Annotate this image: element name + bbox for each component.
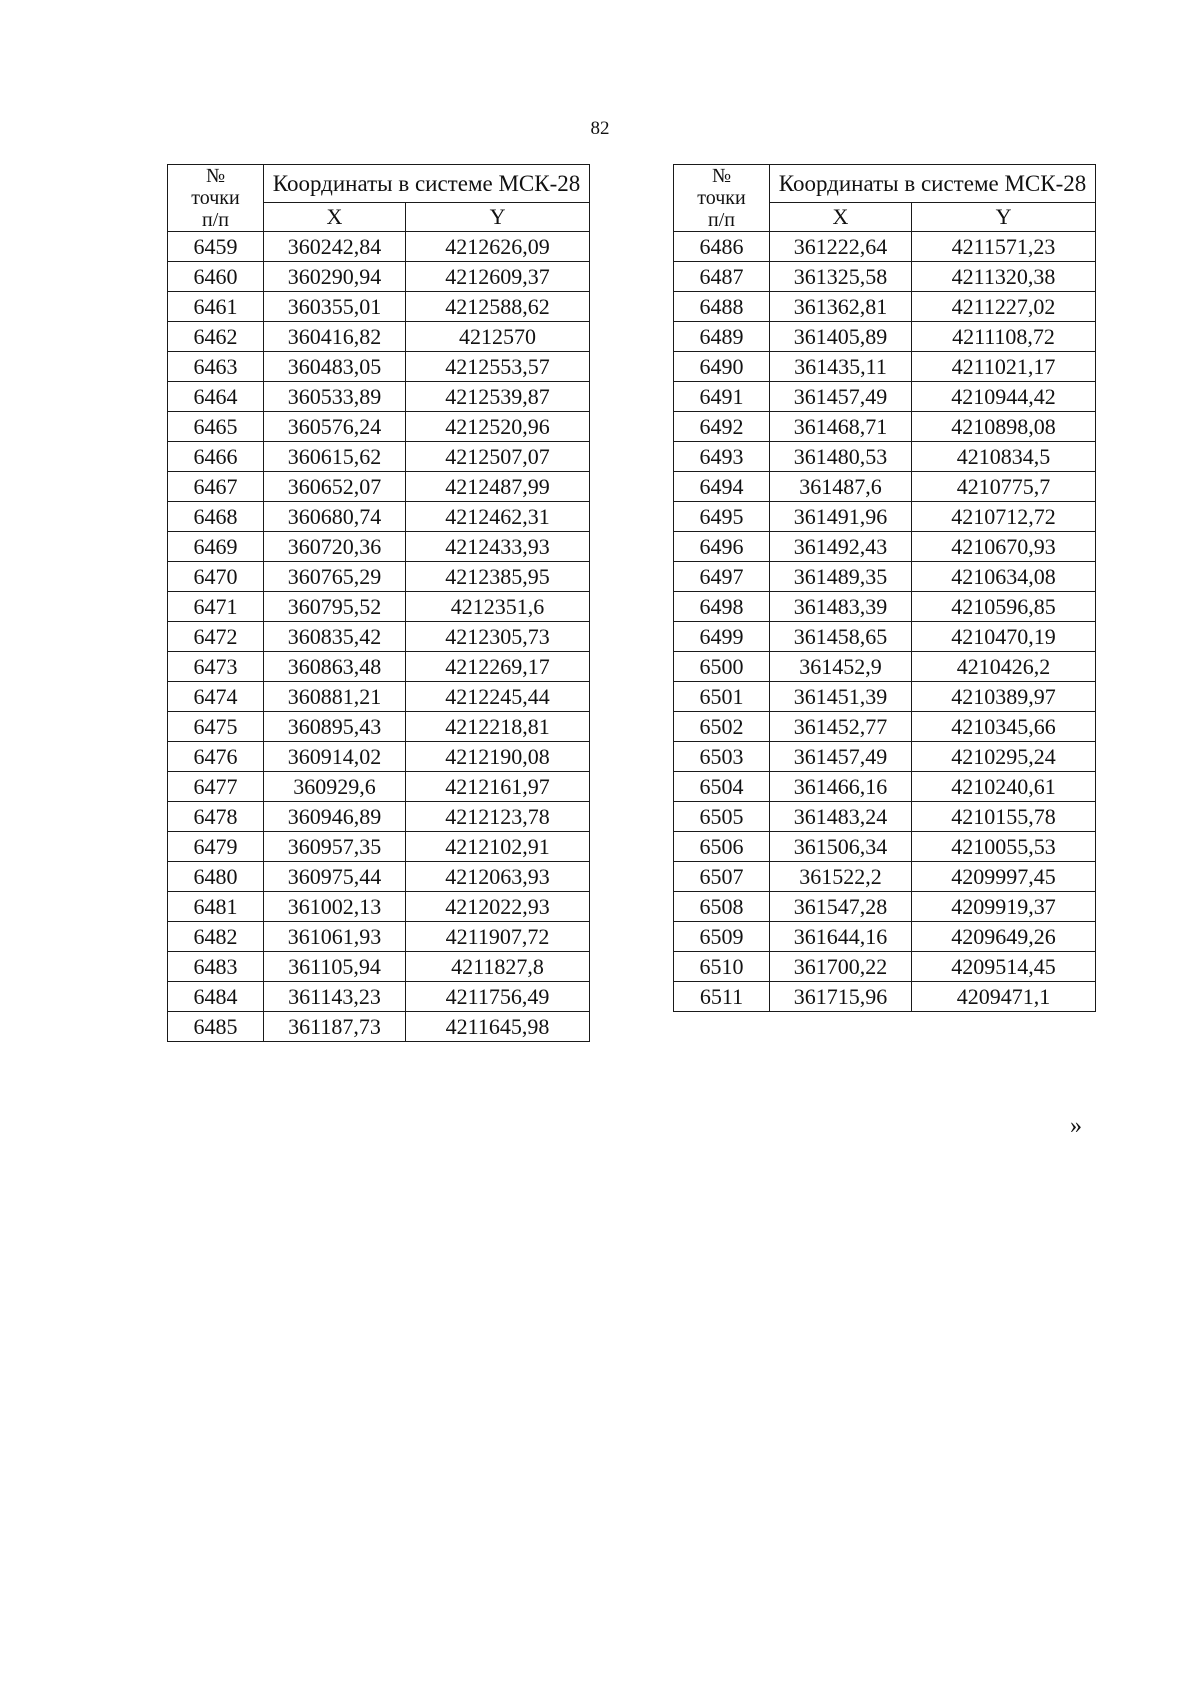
point-number-header [168,165,264,232]
coordinates-header: Координаты в системе МСК-28 [770,165,1096,203]
point-number-cell: 6503 [674,742,770,772]
point-number-cell: 6460 [168,262,264,292]
x-coordinate-cell: 361700,22 [770,952,912,982]
y-coordinate-cell: 4210834,5 [912,442,1096,472]
table-row [674,622,1096,652]
number-sign: № [711,165,732,187]
point-number-cell: 6500 [674,652,770,682]
point-number-cell: 6510 [674,952,770,982]
y-coordinate-cell: 4212245,44 [406,682,590,712]
point-number-cell: 6508 [674,892,770,922]
table-row [674,652,1096,682]
point-number-cell: 6481 [168,892,264,922]
x-coordinate-cell: 361715,96 [770,982,912,1012]
x-coordinate-cell: 361489,35 [770,562,912,592]
point-number-cell: 6473 [168,652,264,682]
point-number-cell: 6471 [168,592,264,622]
table-row [168,472,590,502]
x-coordinate-cell: 361457,49 [770,742,912,772]
x-coordinate-cell: 361487,6 [770,472,912,502]
y-coordinate-cell: 4212063,93 [406,862,590,892]
x-coordinate-cell: 360720,36 [264,532,406,562]
point-number-cell: 6511 [674,982,770,1012]
x-coordinate-cell: 360680,74 [264,502,406,532]
x-coordinate-cell: 361483,24 [770,802,912,832]
y-coordinate-cell: 4212507,07 [406,442,590,472]
x-coordinate-cell: 360765,29 [264,562,406,592]
point-number-cell: 6501 [674,682,770,712]
x-coordinate-cell: 361483,39 [770,592,912,622]
table-row [168,682,590,712]
ordinal-abbrev: п/п [202,209,229,231]
x-coordinate-cell: 361547,28 [770,892,912,922]
number-sign: № [205,165,226,187]
point-number-cell: 6492 [674,412,770,442]
table-row [674,592,1096,622]
point-number-cell: 6463 [168,352,264,382]
y-coordinate-cell: 4210240,61 [912,772,1096,802]
y-coordinate-cell: 4210389,97 [912,682,1096,712]
y-coordinate-cell: 4212520,96 [406,412,590,442]
table-row [168,322,590,352]
x-coordinate-cell: 360242,84 [264,232,406,262]
y-coordinate-cell: 4210345,66 [912,712,1096,742]
table-row [168,1012,590,1042]
table-row [168,382,590,412]
y-coordinate-cell: 4212022,93 [406,892,590,922]
table-row [168,772,590,802]
table-row [168,412,590,442]
table-row [168,802,590,832]
x-coordinate-cell: 360615,62 [264,442,406,472]
y-coordinate-cell: 4209649,26 [912,922,1096,952]
point-number-cell: 6483 [168,952,264,982]
point-number-cell: 6466 [168,442,264,472]
y-coordinate-cell: 4210155,78 [912,802,1096,832]
point-number-cell: 6474 [168,682,264,712]
table-row [168,892,590,922]
y-coordinate-cell: 4212102,91 [406,832,590,862]
x-coordinate-cell: 361458,65 [770,622,912,652]
x-coordinate-cell: 361466,16 [770,772,912,802]
table-row [674,502,1096,532]
x-coordinate-cell: 361457,49 [770,382,912,412]
table-row [168,742,590,772]
table-row [674,232,1096,262]
x-coordinate-cell: 360576,24 [264,412,406,442]
point-number-header [674,165,770,232]
x-coordinate-cell: 361105,94 [264,952,406,982]
y-coordinate-cell: 4212462,31 [406,502,590,532]
x-coordinate-cell: 360914,02 [264,742,406,772]
table-row [168,292,590,322]
x-coordinate-cell: 361362,81 [770,292,912,322]
x-coordinate-cell: 360957,35 [264,832,406,862]
x-coordinate-cell: 361143,23 [264,982,406,1012]
y-coordinate-cell: 4211756,49 [406,982,590,1012]
table-row [674,892,1096,922]
x-coordinate-cell: 360416,82 [264,322,406,352]
y-coordinate-cell: 4210670,93 [912,532,1096,562]
point-number-cell: 6491 [674,382,770,412]
point-number-cell: 6477 [168,772,264,802]
coordinates-header: Координаты в системе МСК-28 [264,165,590,203]
table-row [674,382,1096,412]
x-coordinate-cell: 361222,64 [770,232,912,262]
x-coordinate-cell: 361435,11 [770,352,912,382]
x-coordinate-cell: 360929,6 [264,772,406,802]
x-coordinate-cell: 361491,96 [770,502,912,532]
y-column-header: Y [406,203,590,232]
table-row [674,292,1096,322]
point-number-cell: 6464 [168,382,264,412]
point-word: точки [697,187,746,209]
point-number-cell: 6475 [168,712,264,742]
point-number-cell: 6497 [674,562,770,592]
point-number-cell: 6499 [674,622,770,652]
y-coordinate-cell: 4212218,81 [406,712,590,742]
y-coordinate-cell: 4212539,87 [406,382,590,412]
point-number-cell: 6478 [168,802,264,832]
table-row [674,682,1096,712]
y-coordinate-cell: 4210898,08 [912,412,1096,442]
x-column-header: X [264,203,406,232]
y-coordinate-cell: 4212305,73 [406,622,590,652]
x-coordinate-cell: 360975,44 [264,862,406,892]
table-row [674,922,1096,952]
point-number-cell: 6467 [168,472,264,502]
table-row [168,922,590,952]
point-number-cell: 6461 [168,292,264,322]
table-row [168,562,590,592]
x-coordinate-cell: 361522,2 [770,862,912,892]
y-coordinate-cell: 4211827,8 [406,952,590,982]
point-number-cell: 6494 [674,472,770,502]
x-coordinate-cell: 360533,89 [264,382,406,412]
point-number-cell: 6502 [674,712,770,742]
y-column-header: Y [912,203,1096,232]
x-coordinate-cell: 361492,43 [770,532,912,562]
point-number-cell: 6484 [168,982,264,1012]
table-row [674,532,1096,562]
table-row [674,862,1096,892]
x-coordinate-cell: 361061,93 [264,922,406,952]
point-number-cell: 6462 [168,322,264,352]
x-coordinate-cell: 361644,16 [770,922,912,952]
point-number-cell: 6507 [674,862,770,892]
y-coordinate-cell: 4209997,45 [912,862,1096,892]
table-row [168,502,590,532]
table-row [168,442,590,472]
x-coordinate-cell: 361506,34 [770,832,912,862]
table-body [674,232,1096,1012]
point-number-cell: 6468 [168,502,264,532]
x-column-header: X [770,203,912,232]
point-number-cell: 6493 [674,442,770,472]
y-coordinate-cell: 4212190,08 [406,742,590,772]
x-coordinate-cell: 361451,39 [770,682,912,712]
point-number-cell: 6470 [168,562,264,592]
point-word: точки [191,187,240,209]
closing-quote-mark: » [1070,1113,1082,1139]
x-coordinate-cell: 361480,53 [770,442,912,472]
y-coordinate-cell: 4209471,1 [912,982,1096,1012]
y-coordinate-cell: 4211571,23 [912,232,1096,262]
x-coordinate-cell: 360881,21 [264,682,406,712]
x-coordinate-cell: 360946,89 [264,802,406,832]
ordinal-abbrev: п/п [708,209,735,231]
y-coordinate-cell: 4210055,53 [912,832,1096,862]
y-coordinate-cell: 4211227,02 [912,292,1096,322]
coordinates-table-left [167,164,590,1042]
point-number-cell: 6495 [674,502,770,532]
y-coordinate-cell: 4212588,62 [406,292,590,322]
table-row [168,232,590,262]
x-coordinate-cell: 361002,13 [264,892,406,922]
point-number-cell: 6506 [674,832,770,862]
y-coordinate-cell: 4212487,99 [406,472,590,502]
x-coordinate-cell: 360795,52 [264,592,406,622]
y-coordinate-cell: 4210426,2 [912,652,1096,682]
x-coordinate-cell: 360652,07 [264,472,406,502]
table-row [674,832,1096,862]
x-coordinate-cell: 361452,9 [770,652,912,682]
point-number-cell: 6509 [674,922,770,952]
y-coordinate-cell: 4212161,97 [406,772,590,802]
table-row [168,952,590,982]
x-coordinate-cell: 360863,48 [264,652,406,682]
table-row [168,532,590,562]
x-coordinate-cell: 360483,05 [264,352,406,382]
point-number-cell: 6469 [168,532,264,562]
point-number-cell: 6498 [674,592,770,622]
table-row [168,862,590,892]
point-number-cell: 6489 [674,322,770,352]
table-row [674,982,1096,1012]
point-number-cell: 6496 [674,532,770,562]
point-number-cell: 6476 [168,742,264,772]
point-number-cell: 6472 [168,622,264,652]
y-coordinate-cell: 4210775,7 [912,472,1096,502]
x-coordinate-cell: 361468,71 [770,412,912,442]
y-coordinate-cell: 4211021,17 [912,352,1096,382]
point-number-cell: 6490 [674,352,770,382]
point-number-cell: 6486 [674,232,770,262]
y-coordinate-cell: 4212385,95 [406,562,590,592]
table-row [674,442,1096,472]
table-row [674,322,1096,352]
y-coordinate-cell: 4212553,57 [406,352,590,382]
x-coordinate-cell: 361325,58 [770,262,912,292]
y-coordinate-cell: 4211907,72 [406,922,590,952]
point-number-cell: 6479 [168,832,264,862]
y-coordinate-cell: 4210712,72 [912,502,1096,532]
y-coordinate-cell: 4211320,38 [912,262,1096,292]
y-coordinate-cell: 4212570 [406,322,590,352]
point-number-cell: 6459 [168,232,264,262]
x-coordinate-cell: 361187,73 [264,1012,406,1042]
y-coordinate-cell: 4209919,37 [912,892,1096,922]
table-row [168,592,590,622]
y-coordinate-cell: 4212609,37 [406,262,590,292]
y-coordinate-cell: 4210295,24 [912,742,1096,772]
table-row [674,742,1096,772]
point-number-cell: 6482 [168,922,264,952]
y-coordinate-cell: 4212123,78 [406,802,590,832]
y-coordinate-cell: 4212351,6 [406,592,590,622]
coordinates-table-right [673,164,1096,1012]
table-row [168,652,590,682]
point-number-cell: 6488 [674,292,770,322]
x-coordinate-cell: 360290,94 [264,262,406,292]
table-row [674,352,1096,382]
table-row [168,352,590,382]
table-row [674,802,1096,832]
y-coordinate-cell: 4210596,85 [912,592,1096,622]
x-coordinate-cell: 360835,42 [264,622,406,652]
table-row [168,832,590,862]
point-number-cell: 6487 [674,262,770,292]
y-coordinate-cell: 4210634,08 [912,562,1096,592]
table-row [674,772,1096,802]
page-number: 82 [590,118,610,139]
y-coordinate-cell: 4211108,72 [912,322,1096,352]
y-coordinate-cell: 4209514,45 [912,952,1096,982]
table-row [168,262,590,292]
table-row [674,472,1096,502]
y-coordinate-cell: 4211645,98 [406,1012,590,1042]
table-body [168,232,590,1042]
y-coordinate-cell: 4210944,42 [912,382,1096,412]
table-row [674,712,1096,742]
x-coordinate-cell: 361452,77 [770,712,912,742]
y-coordinate-cell: 4212626,09 [406,232,590,262]
table-row [674,412,1096,442]
table-row [674,952,1096,982]
point-number-cell: 6504 [674,772,770,802]
table-row [168,712,590,742]
x-coordinate-cell: 361405,89 [770,322,912,352]
point-number-cell: 6480 [168,862,264,892]
table-row [168,982,590,1012]
y-coordinate-cell: 4212433,93 [406,532,590,562]
x-coordinate-cell: 360895,43 [264,712,406,742]
y-coordinate-cell: 4210470,19 [912,622,1096,652]
table-row [674,262,1096,292]
x-coordinate-cell: 360355,01 [264,292,406,322]
point-number-cell: 6485 [168,1012,264,1042]
point-number-cell: 6465 [168,412,264,442]
point-number-cell: 6505 [674,802,770,832]
table-row [168,622,590,652]
y-coordinate-cell: 4212269,17 [406,652,590,682]
table-row [674,562,1096,592]
